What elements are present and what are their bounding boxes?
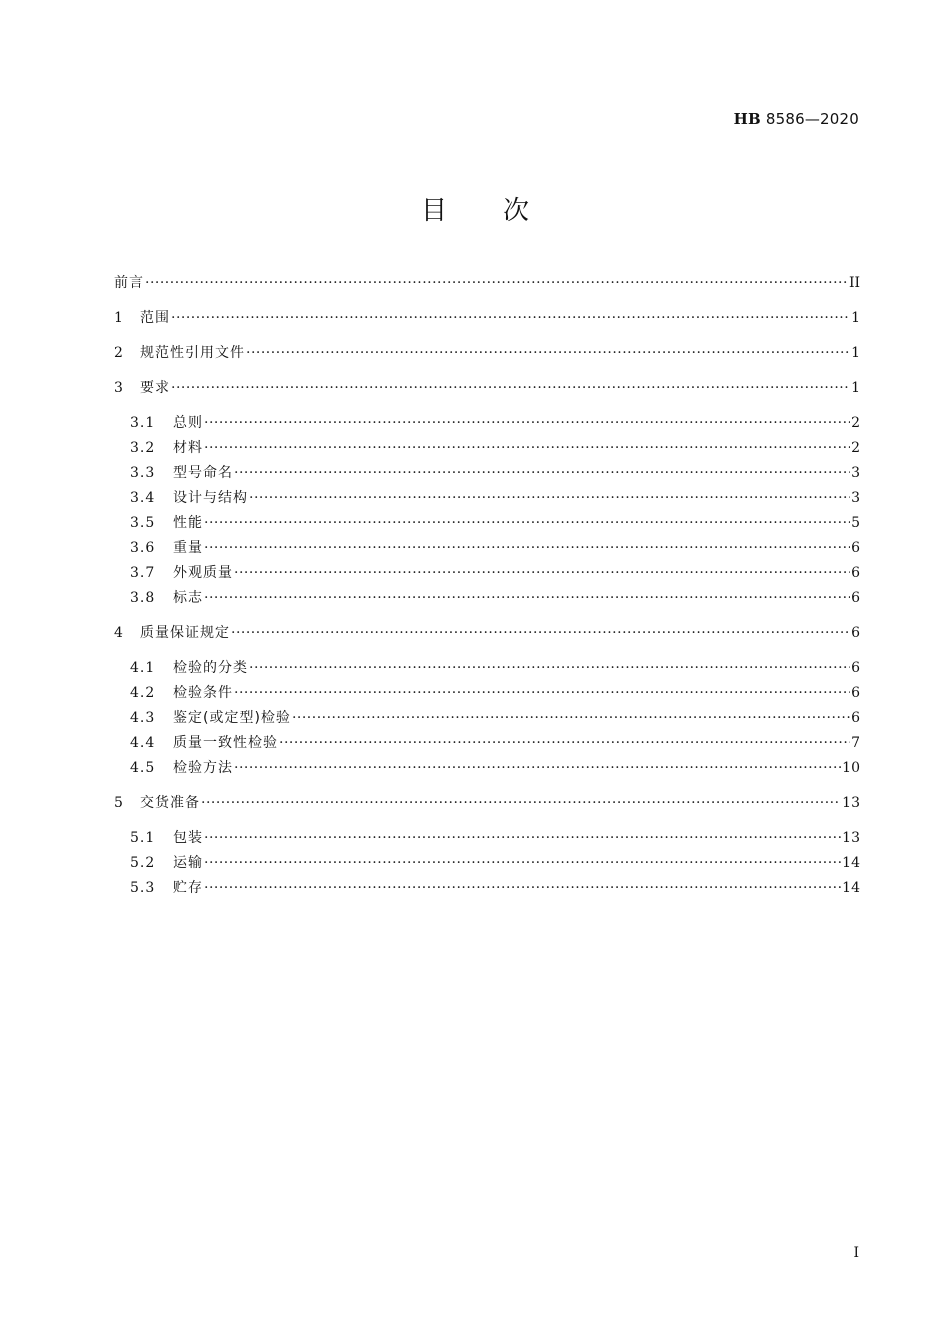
- toc-leader: [249, 660, 850, 676]
- toc-number: 4.5: [130, 760, 156, 776]
- toc-label: 重量: [173, 540, 203, 556]
- toc-page: 6: [851, 540, 860, 556]
- toc-page: 13: [842, 830, 860, 846]
- toc-entry-4[interactable]: [114, 622, 860, 644]
- page-title: 目次: [420, 196, 585, 226]
- toc-entry-5[interactable]: [114, 792, 860, 814]
- toc-label: 要求: [140, 380, 170, 396]
- toc-entry-3-6[interactable]: [130, 537, 860, 559]
- toc-number: 4.4: [130, 735, 156, 751]
- toc-label: 检验条件: [173, 685, 233, 701]
- toc-page: 6: [851, 660, 860, 676]
- toc-entry-2[interactable]: [114, 342, 860, 364]
- toc-entry-5-1[interactable]: [130, 827, 860, 849]
- toc-number: 5.1: [130, 830, 156, 846]
- toc-entry-foreword[interactable]: [114, 272, 860, 294]
- toc-page: 2: [851, 440, 860, 456]
- toc-leader: [171, 380, 850, 396]
- toc-leader: [234, 760, 841, 776]
- toc-entry-3-1[interactable]: [130, 412, 860, 434]
- toc-entry-4-3[interactable]: [130, 707, 860, 729]
- toc-leader: [204, 415, 850, 431]
- toc-leader: [231, 625, 850, 641]
- toc-leader: [204, 540, 850, 556]
- toc-page: 14: [842, 880, 860, 896]
- toc-page: 5: [851, 515, 860, 531]
- toc-leader: [234, 685, 850, 701]
- toc-number: 3.5: [130, 515, 156, 531]
- toc-leader: [204, 880, 841, 896]
- toc-leader: [145, 275, 848, 291]
- toc-label: 性能: [173, 515, 203, 531]
- toc-number: 4.2: [130, 685, 156, 701]
- toc-page: 10: [842, 760, 860, 776]
- toc-number: 3.3: [130, 465, 156, 481]
- toc-page: 6: [851, 565, 860, 581]
- toc-number: 4.3: [130, 710, 156, 726]
- toc-entry-4-4[interactable]: [130, 732, 860, 754]
- toc-page: 6: [851, 710, 860, 726]
- toc-label: 型号命名: [173, 465, 233, 481]
- toc-entry-3-7[interactable]: [130, 562, 860, 584]
- toc-number: 3.7: [130, 565, 156, 581]
- toc-leader: [171, 310, 850, 326]
- toc-page: 13: [842, 795, 860, 811]
- toc-entry-5-3[interactable]: [130, 877, 860, 899]
- toc-entry-3-5[interactable]: [130, 512, 860, 534]
- toc-leader: [279, 735, 850, 751]
- toc-leader: [234, 565, 850, 581]
- toc-label: 范围: [140, 310, 170, 326]
- toc-entry-3-2[interactable]: [130, 437, 860, 459]
- toc-page: 6: [851, 590, 860, 606]
- toc-label: 质量一致性检验: [173, 735, 278, 751]
- toc-entry-1[interactable]: [114, 307, 860, 329]
- toc-number: 3.8: [130, 590, 156, 606]
- toc-leader: [249, 490, 850, 506]
- toc-entry-4-1[interactable]: [130, 657, 860, 679]
- page-number: I: [853, 1245, 859, 1261]
- toc-leader: [246, 345, 850, 361]
- toc-leader: [204, 590, 850, 606]
- toc-number: 3.1: [130, 415, 156, 431]
- toc-leader: [204, 855, 841, 871]
- toc-page: 1: [851, 345, 860, 361]
- toc-label: 材料: [173, 440, 203, 456]
- toc-leader: [234, 465, 850, 481]
- toc-label: 质量保证规定: [140, 625, 230, 641]
- toc-page: 14: [842, 855, 860, 871]
- toc-number: 3.4: [130, 490, 156, 506]
- toc-entry-4-5[interactable]: [130, 757, 860, 779]
- toc-entry-3-8[interactable]: [130, 587, 860, 609]
- toc-page: 2: [851, 415, 860, 431]
- toc-number: 3.6: [130, 540, 156, 556]
- toc-leader: [204, 440, 850, 456]
- toc-label: 检验方法: [173, 760, 233, 776]
- toc-label: 鉴定(或定型)检验: [173, 710, 291, 726]
- toc-page: 7: [851, 735, 860, 751]
- toc-label: 规范性引用文件: [140, 345, 245, 361]
- standard-prefix: HB: [733, 110, 761, 128]
- toc-label: 总则: [173, 415, 203, 431]
- toc-page: 1: [851, 310, 860, 326]
- toc-number: 5.2: [130, 855, 156, 871]
- toc-label: 设计与结构: [173, 490, 248, 506]
- toc-page: 6: [851, 685, 860, 701]
- standard-code: 8586—2020: [765, 110, 859, 128]
- toc-page: 6: [851, 625, 860, 641]
- toc-label: 检验的分类: [173, 660, 248, 676]
- toc-page: 1: [851, 380, 860, 396]
- toc-label: 前言: [114, 275, 144, 291]
- toc-leader: [204, 515, 850, 531]
- standard-number: [734, 110, 859, 128]
- toc-page: 3: [851, 490, 860, 506]
- toc-label: 外观质量: [173, 565, 233, 581]
- toc-number: 5.3: [130, 880, 156, 896]
- toc-number: 4: [114, 625, 123, 641]
- toc-number: 3.2: [130, 440, 156, 456]
- toc-entry-4-2[interactable]: [130, 682, 860, 704]
- toc-number: 1: [114, 310, 123, 326]
- toc-entry-3-3[interactable]: [130, 462, 860, 484]
- toc-page: II: [848, 275, 860, 291]
- toc-entry-3-4[interactable]: [130, 487, 860, 509]
- toc-label: 标志: [173, 590, 203, 606]
- toc-entry-3[interactable]: [114, 377, 860, 399]
- toc-page: 3: [851, 465, 860, 481]
- toc-label: 交货准备: [140, 795, 200, 811]
- toc-label: 包装: [173, 830, 203, 846]
- toc-leader: [204, 830, 841, 846]
- toc-label: 贮存: [173, 880, 203, 896]
- toc-entry-5-2[interactable]: [130, 852, 860, 874]
- toc-leader: [201, 795, 841, 811]
- toc-number: 4.1: [130, 660, 156, 676]
- toc-leader: [292, 710, 850, 726]
- toc-number: 5: [114, 795, 123, 811]
- toc-number: 3: [114, 380, 123, 396]
- toc-number: 2: [114, 345, 123, 361]
- toc-label: 运输: [173, 855, 203, 871]
